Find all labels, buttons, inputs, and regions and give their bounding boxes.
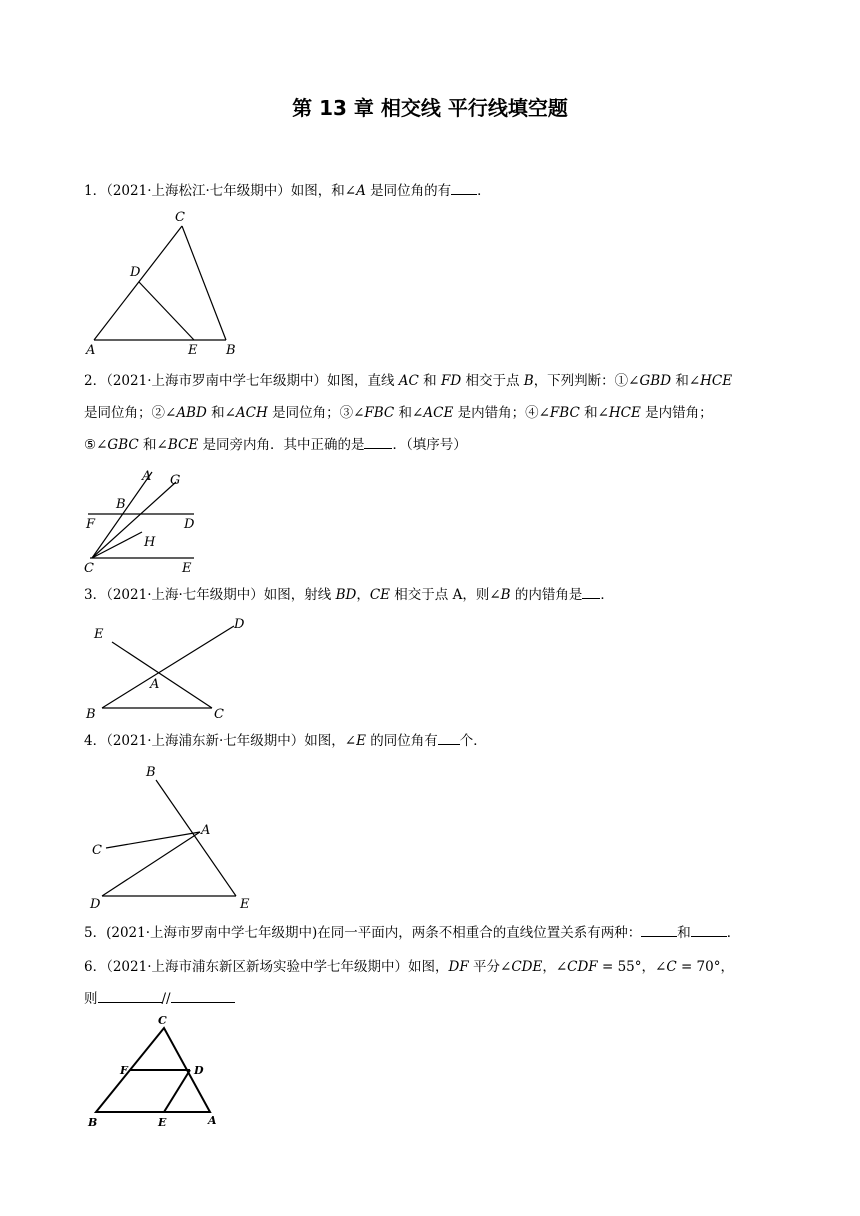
figure-line — [92, 482, 176, 558]
point-label: F — [86, 517, 96, 532]
answer-blank — [364, 434, 392, 449]
point-label: C — [92, 843, 102, 858]
figure-line — [164, 1070, 190, 1112]
question-2-figure — [84, 468, 214, 578]
point-label: C — [175, 210, 185, 225]
question-2-text: 2．（2021·上海市罗南中学七年级期中）如图，直线 AC 和 FD 相交于点 B，下列判断：①∠GBD 和∠HCE 是同位角；②∠ABD 和∠ACH 是同位角；③∠FBC 和∠ACE 是内错角；④∠FBC 和∠HCE 是内错角； ⑤∠GBC 和∠BCE 是同旁内角．其中正确的是 ．（填序号） — [84, 373, 733, 453]
point-label: D — [194, 1064, 204, 1077]
point-label: D — [130, 265, 141, 280]
figure-line — [139, 282, 194, 340]
point-label: C — [84, 561, 94, 576]
point-label: F — [120, 1064, 128, 1077]
point-label: B — [146, 765, 156, 780]
answer-blank — [582, 584, 600, 599]
figure-line — [92, 472, 152, 558]
point-label: E — [188, 343, 198, 358]
point-label: H — [144, 535, 156, 550]
point-label: D — [184, 517, 195, 532]
point-label: E — [158, 1116, 167, 1129]
question-5-text: 5．(2021·上海市罗南中学七年级期中)在同一平面内，两条不相重合的直线位置关系有两种： 和 ． — [84, 920, 794, 946]
page-title: 第 13 章 相交线 平行线填空题 — [292, 96, 568, 120]
point-label: A — [208, 1114, 217, 1127]
point-label: G — [170, 473, 181, 488]
point-label: E — [94, 627, 104, 642]
point-label: B — [86, 707, 96, 722]
point-label: A — [201, 823, 211, 838]
point-label: B — [88, 1116, 98, 1129]
answer-blank — [438, 730, 460, 745]
figure-line — [182, 226, 226, 340]
answer-blank — [171, 988, 235, 1003]
question-1-figure — [84, 206, 244, 356]
point-label: D — [234, 617, 245, 632]
question-4-text: 4．（2021·上海浦东新·七年级期中）如图，∠E 的同位角有 个． — [84, 728, 784, 754]
figure-line — [106, 832, 200, 848]
figure-line — [94, 226, 182, 340]
answer-blank — [451, 180, 477, 195]
point-label: E — [182, 561, 192, 576]
point-label: C — [158, 1014, 167, 1027]
question-6-text: 6．（2021·上海市浦东新区新场实验中学七年级期中）如图，DF 平分∠CDE，∠CDF = 55°，∠C = 70°， 则 // — [84, 959, 734, 1007]
figure-line — [102, 626, 234, 708]
point-label: E — [240, 897, 250, 912]
point-label: C — [214, 707, 224, 722]
answer-blank — [641, 922, 677, 937]
answer-blank — [691, 922, 727, 937]
question-1-text: 1．（2021·上海松江·七年级期中）如图，和∠A 是同位角的有 ． — [84, 178, 784, 204]
answer-blank — [98, 988, 162, 1003]
point-label: B — [116, 497, 126, 512]
point-label: D — [90, 897, 101, 912]
figure-line — [112, 642, 212, 708]
point-label: A — [150, 677, 160, 692]
question-3-figure — [84, 614, 264, 724]
point-label: A — [142, 469, 152, 484]
figure-line — [102, 832, 200, 896]
point-label: B — [226, 343, 236, 358]
question-3-text: 3．（2021·上海·七年级期中）如图，射线 BD，CE 相交于点 A，则∠B 的内错角是 ． — [84, 582, 784, 608]
question-4-figure — [84, 760, 264, 914]
question-6-figure — [84, 1014, 234, 1134]
point-label: A — [86, 343, 96, 358]
